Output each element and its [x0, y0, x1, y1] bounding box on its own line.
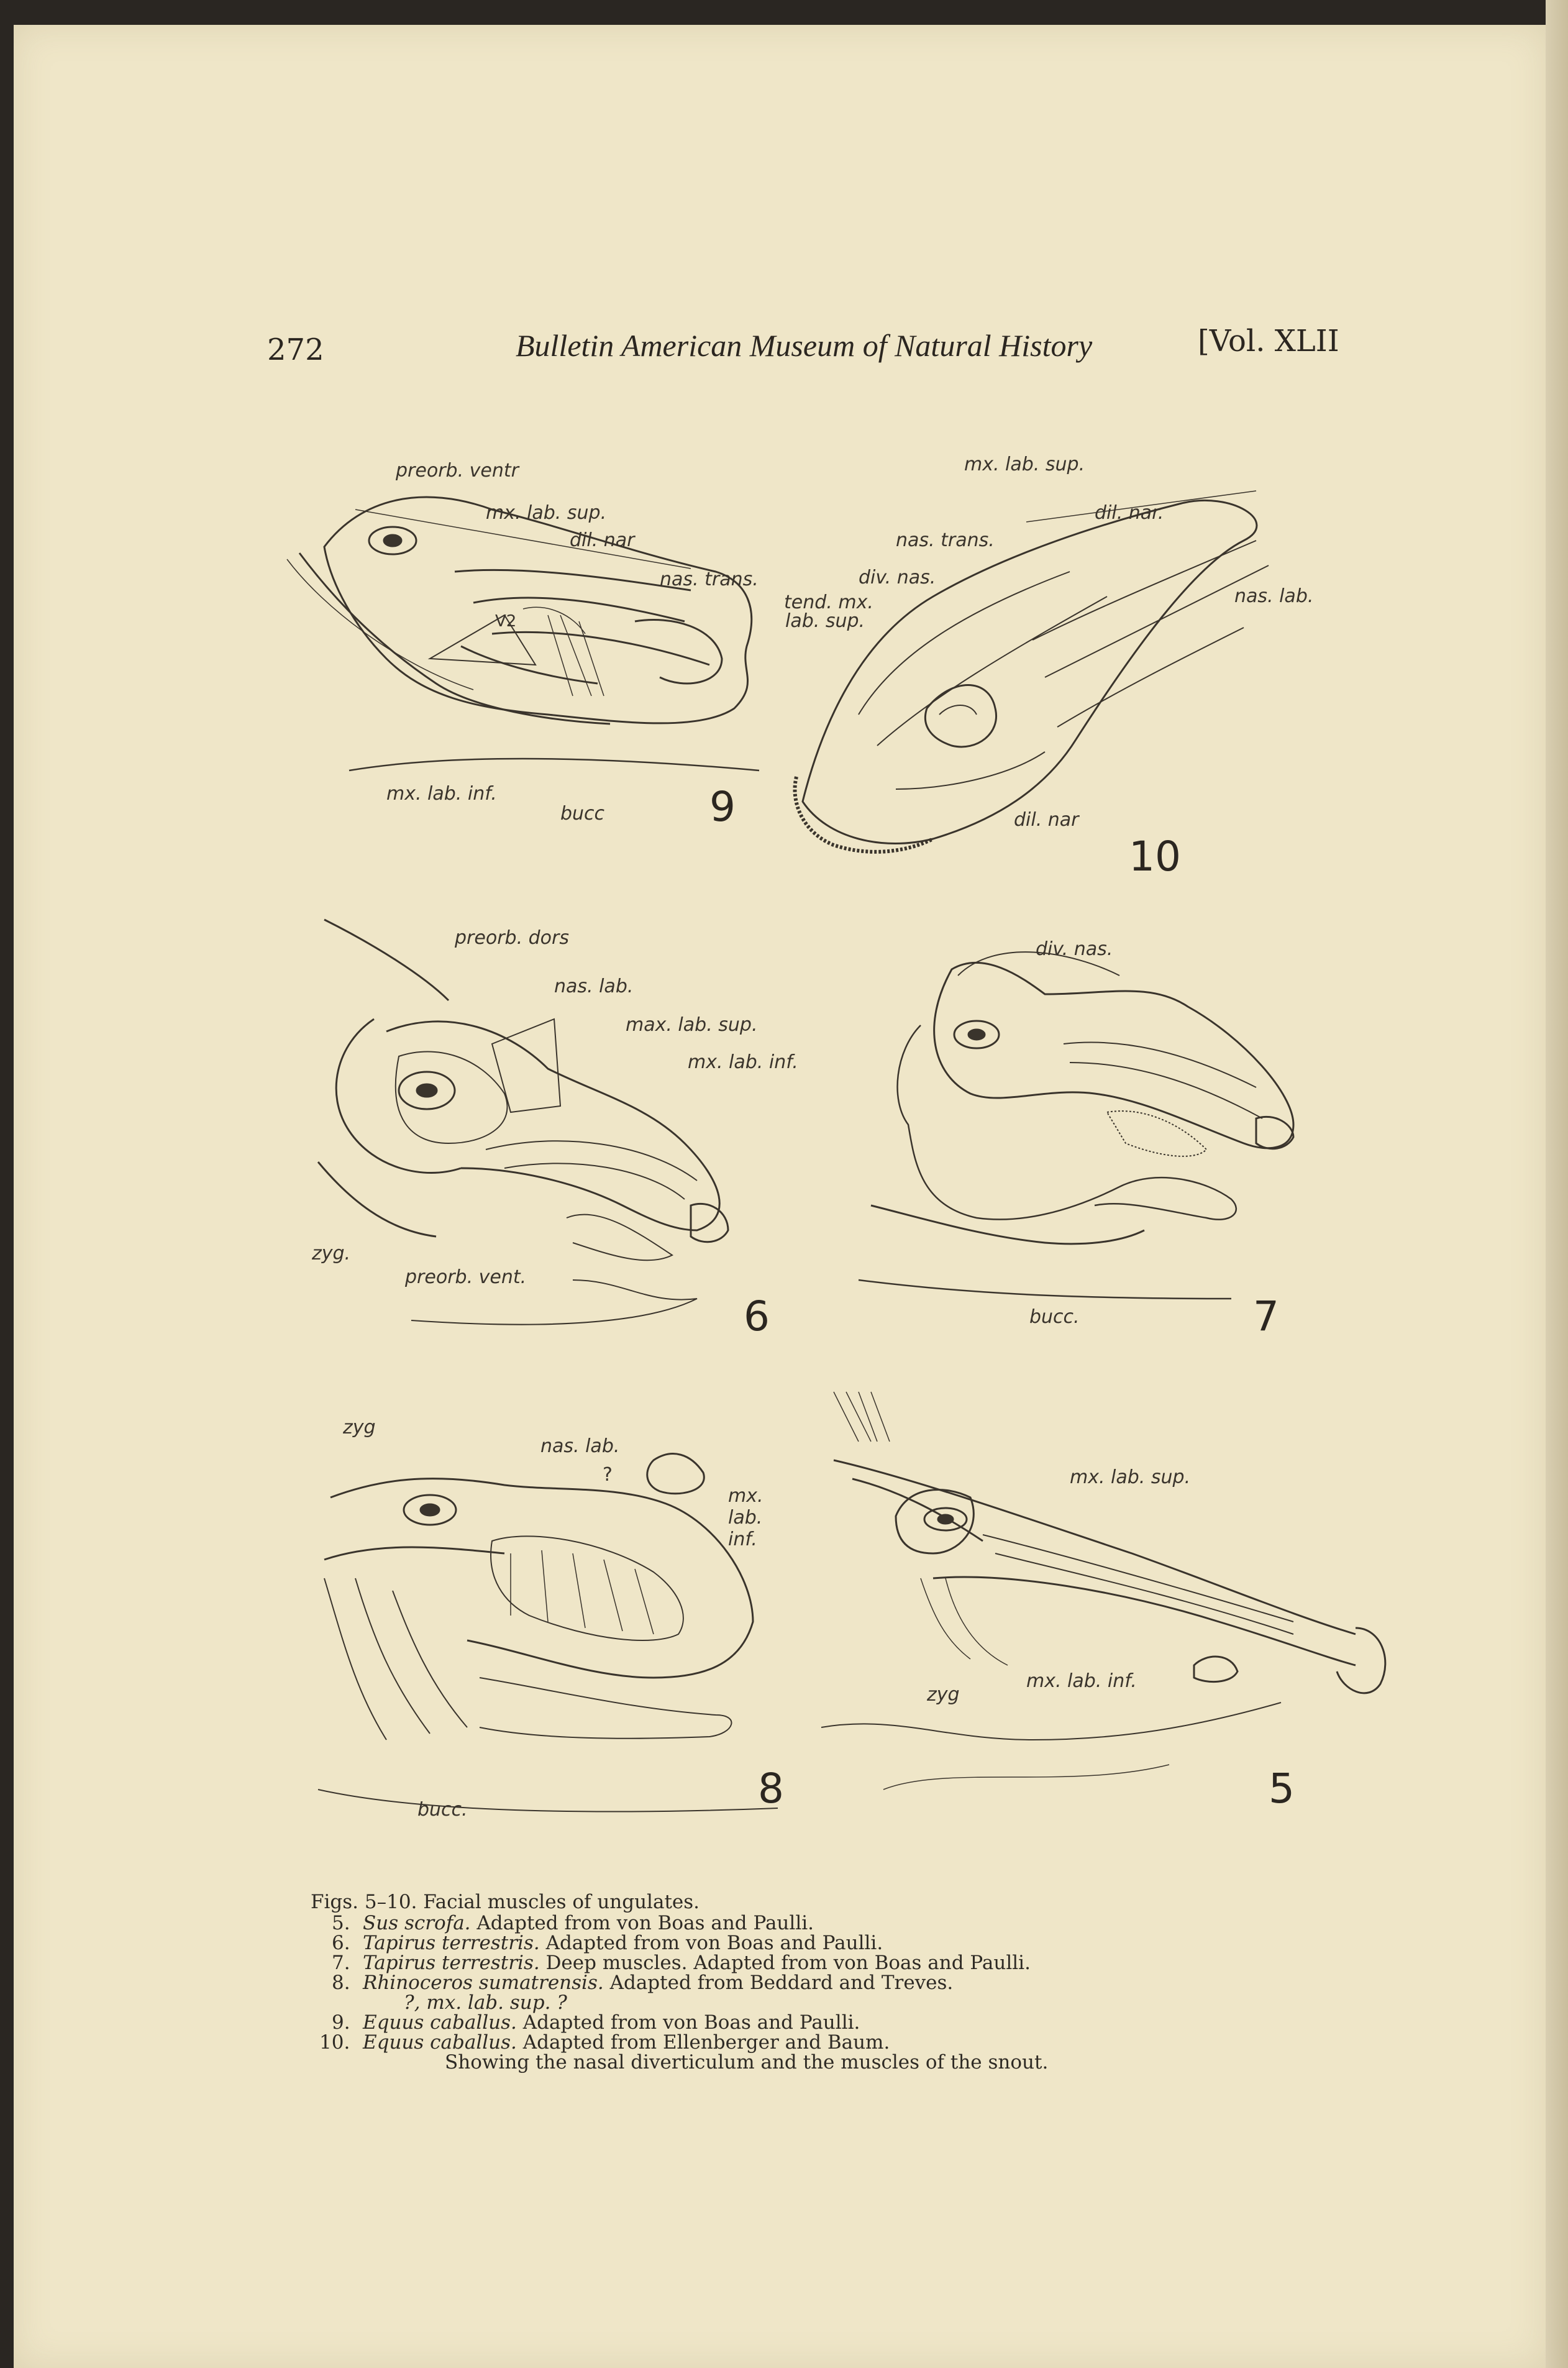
caption-item: 6. Tapirus terrestris. Adapted from von Boas and Paulli.: [332, 1932, 883, 1954]
label-bucc: bucc: [560, 803, 605, 825]
page-number: 272: [267, 332, 324, 367]
label-bucc: bucc.: [1029, 1306, 1080, 1328]
label-zyg: zyg: [927, 1684, 960, 1706]
label-dil-nar: dil. nar.: [1095, 502, 1164, 524]
figure-6: [299, 907, 796, 1342]
figure-6-drawing: [299, 907, 796, 1342]
page-edge: [1546, 0, 1568, 2368]
figure-7-number: 7: [1253, 1292, 1279, 1340]
label-div-nas: div. nas.: [1036, 938, 1113, 960]
label-preorb-vent: preorb. vent.: [405, 1266, 527, 1288]
figure-8: [306, 1417, 821, 1839]
caption-item: 8. Rhinoceros sumatrensis. Adapted from Beddard and Treves.: [332, 1972, 954, 1994]
figure-10: [784, 454, 1343, 889]
figure-caption: [311, 1892, 1048, 2072]
caption-title: Figs. 5–10. Facial muscles of ungulates.: [311, 1891, 700, 1913]
figure-8-number: 8: [758, 1765, 784, 1813]
figure-6-number: 6: [744, 1292, 770, 1340]
label-preorb-ventr: preorb. ventr: [396, 460, 519, 482]
label-nas-lab: nas. lab.: [540, 1435, 620, 1457]
label-v2: V2: [495, 612, 517, 631]
figure-9: [287, 460, 784, 845]
figure-8-drawing: [306, 1417, 821, 1839]
label-lab-sup: lab. sup.: [785, 610, 865, 632]
figure-10-number: 10: [1129, 833, 1181, 880]
figure-5-drawing: [821, 1392, 1393, 1839]
caption-item: 9. Equus caballus. Adapted from von Boas and Paulli.: [332, 2011, 860, 2034]
label-mx-lab-sup: mx. lab. sup.: [1070, 1466, 1191, 1488]
label-mx-lab-inf: mx. lab. inf.: [386, 783, 497, 805]
label-mx-lab-inf: mx. lab. inf.: [1026, 1670, 1137, 1692]
caption-item: 5. Sus scrofa. Adapted from von Boas and Paulli.: [332, 1912, 814, 1934]
label-preorb-dors: preorb. dors: [455, 927, 569, 949]
label-max-lab-sup: max. lab. sup.: [626, 1014, 758, 1036]
figure-9-number: 9: [709, 783, 736, 831]
caption-item: 10. Equus caballus. Adapted from Ellenberger and Baum.: [319, 2031, 890, 2054]
caption-last-note: Showing the nasal diverticulum and the muscles of the snout.: [445, 2051, 1049, 2073]
volume-label: [Vol. XLII: [1198, 324, 1339, 359]
page-header: [14, 320, 1547, 370]
label-zyg: zyg: [343, 1417, 376, 1438]
caption-item: 7. Tapirus terrestris. Deep muscles. Adapted from von Boas and Paulli.: [332, 1952, 1031, 1974]
label-div-nas: div. nas.: [859, 567, 936, 588]
running-title: Bulletin American Museum of Natural History: [516, 328, 1093, 363]
figure-5-number: 5: [1269, 1765, 1295, 1813]
label-mx-lab-inf: mx. lab. inf.: [688, 1051, 798, 1073]
label-question: ?: [603, 1464, 613, 1486]
label-tend-mx: tend. mx.: [784, 592, 873, 613]
label-bucc: bucc.: [417, 1799, 468, 1821]
label-nas-trans: nas. trans.: [896, 529, 995, 551]
figure-7-drawing: [859, 938, 1356, 1348]
label-mx-lab-sup: mx. lab. sup.: [486, 502, 607, 524]
label-nas-lab: nas. lab.: [1234, 585, 1314, 607]
label-nas-trans: nas. trans.: [660, 569, 759, 590]
figure-7: [859, 938, 1356, 1348]
label-mx-lab-inf: mx. lab. inf.: [728, 1485, 763, 1550]
label-mx-lab-sup: mx. lab. sup.: [964, 454, 1085, 475]
label-zyg: zyg.: [312, 1243, 351, 1264]
caption-sub-note: ?, mx. lab. sup. ?: [404, 1991, 567, 2014]
label-dil-nar-lower: dil. nar: [1014, 809, 1079, 831]
label-dil-nar: dil. nar: [570, 529, 635, 551]
label-nas-lab: nas. lab.: [554, 976, 634, 997]
figure-5: [821, 1392, 1393, 1839]
book-page: [14, 25, 1547, 2368]
